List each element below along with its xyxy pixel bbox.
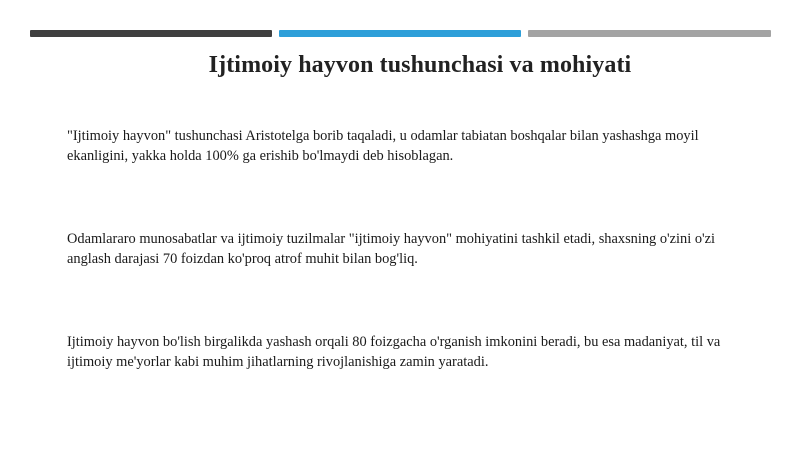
- paragraph-relations: Odamlararo munosabatlar va ijtimoiy tuzilmalar "ijtimoiy hayvon" mohiyatini tashkil etadi, shaxsning o'zini o'zi anglash darajasi 70 foizdan ko'proq atrof muhit bilan bog'liq.: [67, 231, 715, 267]
- paragraph-aristotle: "Ijtimoiy hayvon" tushunchasi Aristotelga borib taqaladi, u odamlar tabiatan boshqalar bilan yashashga moyil ekanligini, yakka holda 100% ga erishib bo'lmaydi deb hisoblagan.: [67, 128, 699, 164]
- header-bar-gray: [528, 30, 771, 37]
- header-bar-blue: [279, 30, 521, 37]
- paragraph-learning: Ijtimoiy hayvon bo'lish birgalikda yashash orqali 80 foizgacha o'rganish imkonini beradi, bu esa madaniyat, til va ijtimoiy me'yorlar kabi muhim jihatlarning rivojlanishiga zamin yaratadi.: [67, 334, 721, 370]
- slide-title: Ijtimoiy hayvon tushunchasi va mohiyati: [208, 52, 632, 78]
- header-bar-dark: [30, 30, 272, 37]
